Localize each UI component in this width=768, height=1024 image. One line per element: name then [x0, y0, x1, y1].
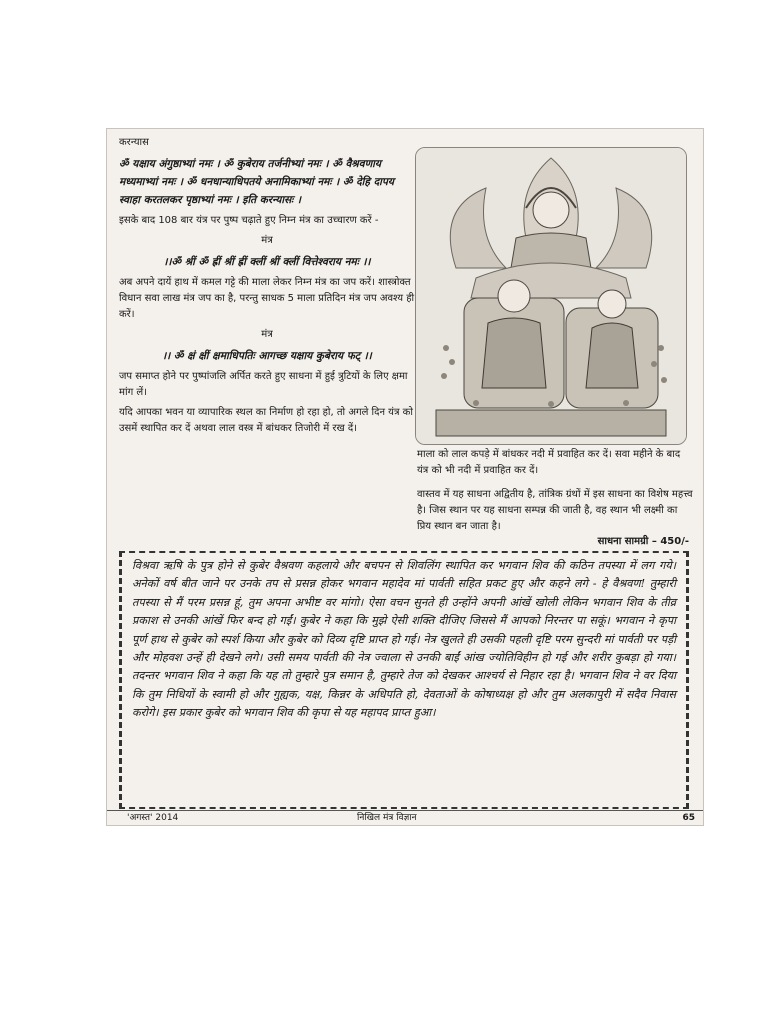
caption-paragraph-1: माला को लाल कपड़े में बांधकर नदी में प्रवाहित कर दें। सवा महीने के बाद यंत्र को भी नदी में प्रवाहित कर दें।: [417, 449, 681, 476]
page-footer: [107, 810, 703, 825]
footer-magazine-name: निखिल मंत्र विज्ञान: [357, 813, 417, 823]
story-text: विश्रवा ऋषि के पुत्र होने से कुबेर वैश्रवण कहलाये और बचपन से शिवलिंग स्थापित कर भगवान शिव की कठिन तपस्या में लग गये। अनेकों वर्ष बीत जाने पर उनके तप से प्रसन्न होकर भगवान महादेव मां पार्वती सहित प्रकट हुए और कहने लगे - हे वैश्रवण! तुम्हारी तपस्या से मैं परम प्रसन्न हूं, तुम अपना अभीष्ट वर मांगो। ऐसा वचन सुनते ही उन्होंने अपनी आंखें खोली लेकिन भगवान शिव के तीव्र प्रकाश से उनकी आंखें फिर बन्द हो गईं। कुबेर ने कहा कि मुझे ऐसी शक्ति दीजिए जिससे मैं आपको निरन्तर पा सकूं। भगवान ने कृपा पूर्ण हाथ से कुबेर को स्पर्श किया और कुबेर को दिव्य दृष्टि प्राप्त हो गई। नेत्र खुलते ही उसकी पहली दृष्टि परम सुन्दरी मां पार्वती पर पड़ी और मोहवश उन्हें ही देखने लगे। उसी समय पार्वती की नेत्र ज्वाला से उनकी बाईं आंख ज्योतिविहीन हो गई और शरीर कुबड़ा हो गया। तदन्तर भगवान शिव ने कहा कि यह तो तुम्हारे पुत्र समान है, तुम्हारे तेज को देखकर आश्चर्य से निहार रहा है। भगवान शिव ने वर दिया कि तुम निधियों के स्वामी हो और गुह्यक, यक्ष, किन्नर के अधिपति हो, देवताओं के कोषाध्यक्ष हो और तुम अलकापुरी में सदैव निवास करोगे। इस प्रकार कुबेर को भगवान शिव की कृपा से यह महापद प्राप्त हुआ।: [132, 559, 676, 720]
mantra-2: ।। ॐ क्षं क्षीं क्षमाधिपतिः आगच्छ यक्षाय कुबेराय फट् ।।: [162, 350, 372, 362]
paragraph-2: अब अपने दायें हाथ में कमल गट्टे की माला लेकर निम्न मंत्र का जप करें। शास्त्रोक्त विधान सवा लाख मंत्र जप का है, परन्तु साधक 5 माला प्रतिदिन मंत्र जप अवश्य ही करें।: [119, 277, 415, 320]
materials-price: साधना सामग्री – 450/-: [597, 536, 689, 547]
magazine-page: [106, 128, 704, 826]
mantra-label-1: मंत्र: [261, 235, 273, 246]
caption-paragraph-2: वास्तव में यह साधना अद्वितीय है, तांत्रिक ग्रंथों में इस साधना का विशेष महत्त्व है। जिस स्थान पर यह साधना सम्पन्न की जाती है, वह स्थान भी लक्ष्मी का प्रिय स्थान बन जाता है।: [417, 489, 693, 532]
paragraph-4: यदि आपका भवन या व्यापारिक स्थल का निर्माण हो रहा हो, तो अगले दिन यंत्र को उसमें स्थापित कर दें अथवा लाल वस्त्र में बांधकर तिजोरी में रख दें।: [119, 407, 413, 434]
story-box: [119, 551, 689, 809]
paragraph-1: इसके बाद 108 बार यंत्र पर पुष्प चढ़ाते हुए निम्न मंत्र का उच्चारण करें -: [119, 215, 379, 226]
footer-month: 'अगस्त' 2014: [127, 813, 179, 823]
footer-page-number: 65: [682, 813, 695, 823]
right-column: [417, 447, 693, 543]
karanyas-text: ॐ यक्षाय अंगुष्ठाभ्यां नमः । ॐ कुबेराय तर्जनीभ्यां नमः । ॐ वैश्रवणाय मध्यमाभ्यां नमः । ॐ धनधान्याधिपतये अनामिकाभ्यां नमः । ॐ देहि दापय स्वाहा करतलकर पृष्ठाभ्यां नमः । इति करन्यासः ।: [119, 158, 394, 206]
section-heading: करन्यास: [119, 137, 149, 148]
paragraph-3: जप समाप्त होने पर पुष्पांजलि अर्पित करते हुए साधना में हुई त्रुटियों के लिए क्षमा मांग लें।: [119, 371, 408, 398]
mantra-label-2: मंत्र: [261, 329, 273, 340]
deity-illustration: [415, 147, 687, 445]
mantra-1: ।।ॐ श्रीं ॐ ह्रीं श्रीं ह्रीं क्लीं श्रीं क्लीं वित्तेश्वराय नमः ।।: [163, 256, 371, 268]
deity-illustration-art: [416, 148, 686, 444]
left-column: [119, 135, 415, 441]
